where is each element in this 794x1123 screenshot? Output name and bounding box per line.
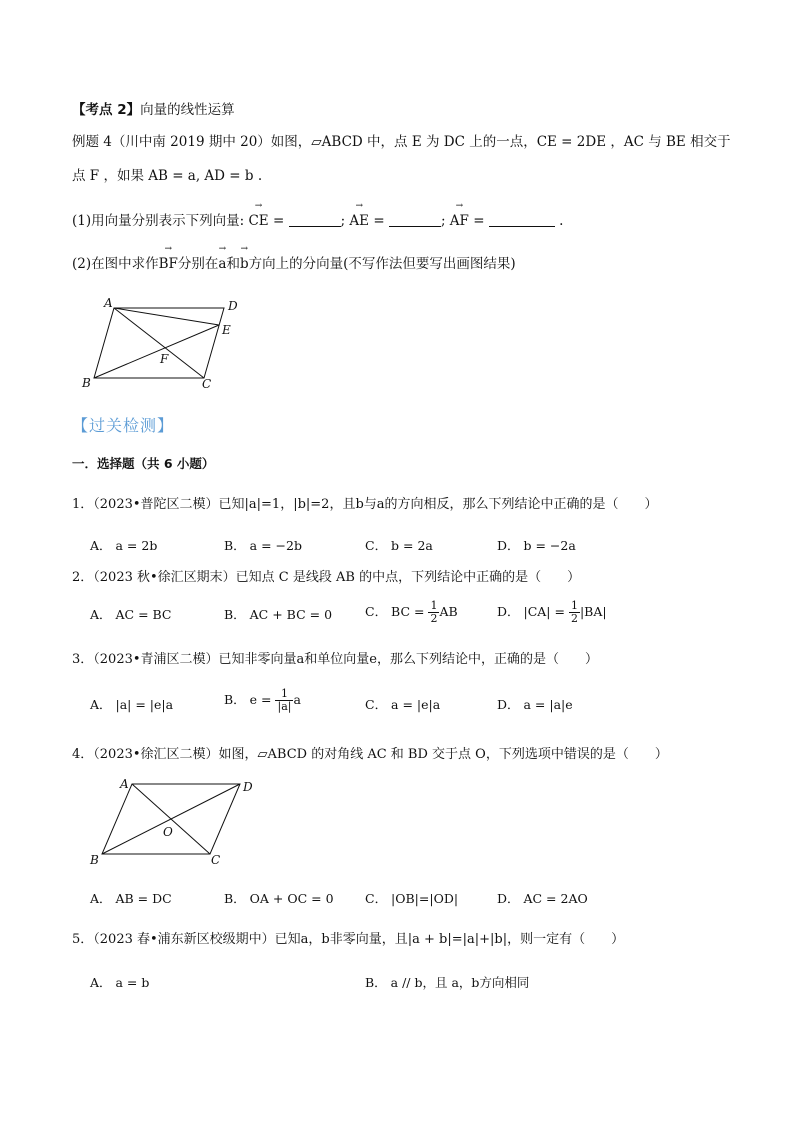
q1-option-a[interactable]: A． a = 2b [90,538,158,553]
q4-option-b[interactable]: B． OA + OC = 0 [224,891,334,906]
q1-prefix: (1)用向量分别表示下列向量: [72,213,245,229]
vector-b: → b [240,255,249,273]
equals-sign: = [473,213,485,229]
q2-stem: 2．（2023 秋•徐汇区期末）已知点 C 是线段 AB 的中点，下列结论中正确的是（ ） [72,570,581,585]
fraction-half [569,600,580,625]
diagonal-ac [114,308,204,378]
q3-b-pre: B． e = [224,692,276,707]
frac-num: 1 [430,599,438,612]
q2-suffix: 方向上的分向量(不写作法但要写出画图结果) [248,256,516,272]
example-line-2: 点 F ，如果 AB = a, AD = b . [72,168,263,184]
label-d: D [228,299,238,313]
fraction-one-over-abs-a [275,688,293,713]
label-b: B [82,376,91,390]
vector-bf: → BF [159,255,178,273]
q2-option-b[interactable]: B． AC + BC = 0 [224,607,333,622]
vector-ae: → AE [349,212,369,230]
kaodian-tag: 【考点 2】 [72,102,141,118]
q3-b-post: a [293,692,301,707]
frac-num: 1 [275,688,293,701]
q4-stem: 4．（2023•徐汇区二模）如图，▱ABCD 的对角线 AC 和 BD 交于点 O，下列选项中错误的是（ ） [72,747,668,762]
q2-d-post: |BA| [579,604,607,619]
q2-mid1: 分别在 [177,256,219,272]
answer-blank-af[interactable] [489,214,555,227]
q1-stem: 1．（2023•普陀区二模）已知|a|=1，|b|=2，且b与a的方向相反，那么下列结论中正确的是（ ） [72,497,658,512]
q4-option-a[interactable]: A． AB = DC [90,891,172,906]
q2-mid2: 和 [226,256,240,272]
label-c: C [202,377,212,391]
section-subtitle: 一．选择题（共 6 小题） [72,456,215,471]
q1-option-b[interactable]: B． a = −2b [224,538,302,553]
vector-ce: → CE [248,212,268,230]
label-b: B [90,853,99,867]
label-a: A [104,296,113,310]
answer-blank-ae[interactable] [389,214,441,227]
vector-af: → AF [450,212,469,230]
example-line-1: 例题 4（川中南 2019 期中 20）如图，▱ABCD 中，点 E 为 DC 上的一点，CE = 2DE ，AC 与 BE 相交于 [72,134,731,150]
fraction-half [428,600,439,625]
segment-be [94,325,219,378]
q2-option-d[interactable] [497,600,607,625]
section-title: 【过关检测】 [72,416,175,435]
q3-option-c[interactable]: C． a = |e|a [365,697,441,712]
equals-sign: = [272,213,285,229]
q2-option-c[interactable] [365,600,458,625]
example-question-2 [72,255,516,273]
q5-option-a[interactable]: A． a = b [90,975,150,990]
q2-d-pre: D． |CA| = [497,604,569,619]
parallelogram-figure-2 [86,774,266,868]
answer-blank-ce[interactable] [289,214,341,227]
q5-option-b[interactable]: B． a // b，且 a，b方向相同 [365,975,530,990]
diagonal-bd [102,784,240,854]
frac-den: 2 [430,612,438,625]
q3-option-d[interactable]: D． a = |a|e [497,697,573,712]
q4-option-c[interactable]: C． |OB|=|OD| [365,891,459,906]
vector-a: → a [218,255,226,273]
parallelogram-figure-1 [78,296,248,392]
label-a: A [120,777,129,791]
separator: ; [340,213,346,229]
kaodian-heading [72,101,235,119]
q2-option-a[interactable]: A． AC = BC [90,607,172,622]
label-d: D [243,780,253,794]
kaodian-title: 向量的线性运算 [140,102,235,118]
segment-ae [114,308,219,325]
example-question-1 [72,212,563,230]
period: . [559,213,564,229]
frac-den: |a| [277,700,292,713]
label-f: F [160,352,169,366]
q5-stem: 5．（2023 春•浦东新区校级期中）已知a，b非零向量，且|a + b|=|a|+|b|，则一定有（ ） [72,932,625,947]
q1-option-c[interactable]: C． b = 2a [365,538,433,553]
frac-den: 2 [570,612,578,625]
label-o: O [163,825,173,839]
equals-sign: = [373,213,385,229]
q1-option-d[interactable]: D． b = −2a [497,538,576,553]
q2-c-pre: C． BC = [365,604,429,619]
q2-c-post: AB [439,604,458,619]
label-c: C [211,853,221,867]
q3-option-a[interactable]: A． |a| = |e|a [90,697,174,712]
label-e: E [222,323,231,337]
q3-option-b[interactable] [224,688,301,713]
q3-stem: 3．（2023•青浦区二模）已知非零向量a和单位向量e，那么下列结论中，正确的是（ ） [72,652,598,667]
frac-num: 1 [570,599,578,612]
separator: ; [440,213,446,229]
q4-option-d[interactable]: D． AC = 2AO [497,891,588,906]
q2-prefix: (2)在图中求作 [72,256,159,272]
